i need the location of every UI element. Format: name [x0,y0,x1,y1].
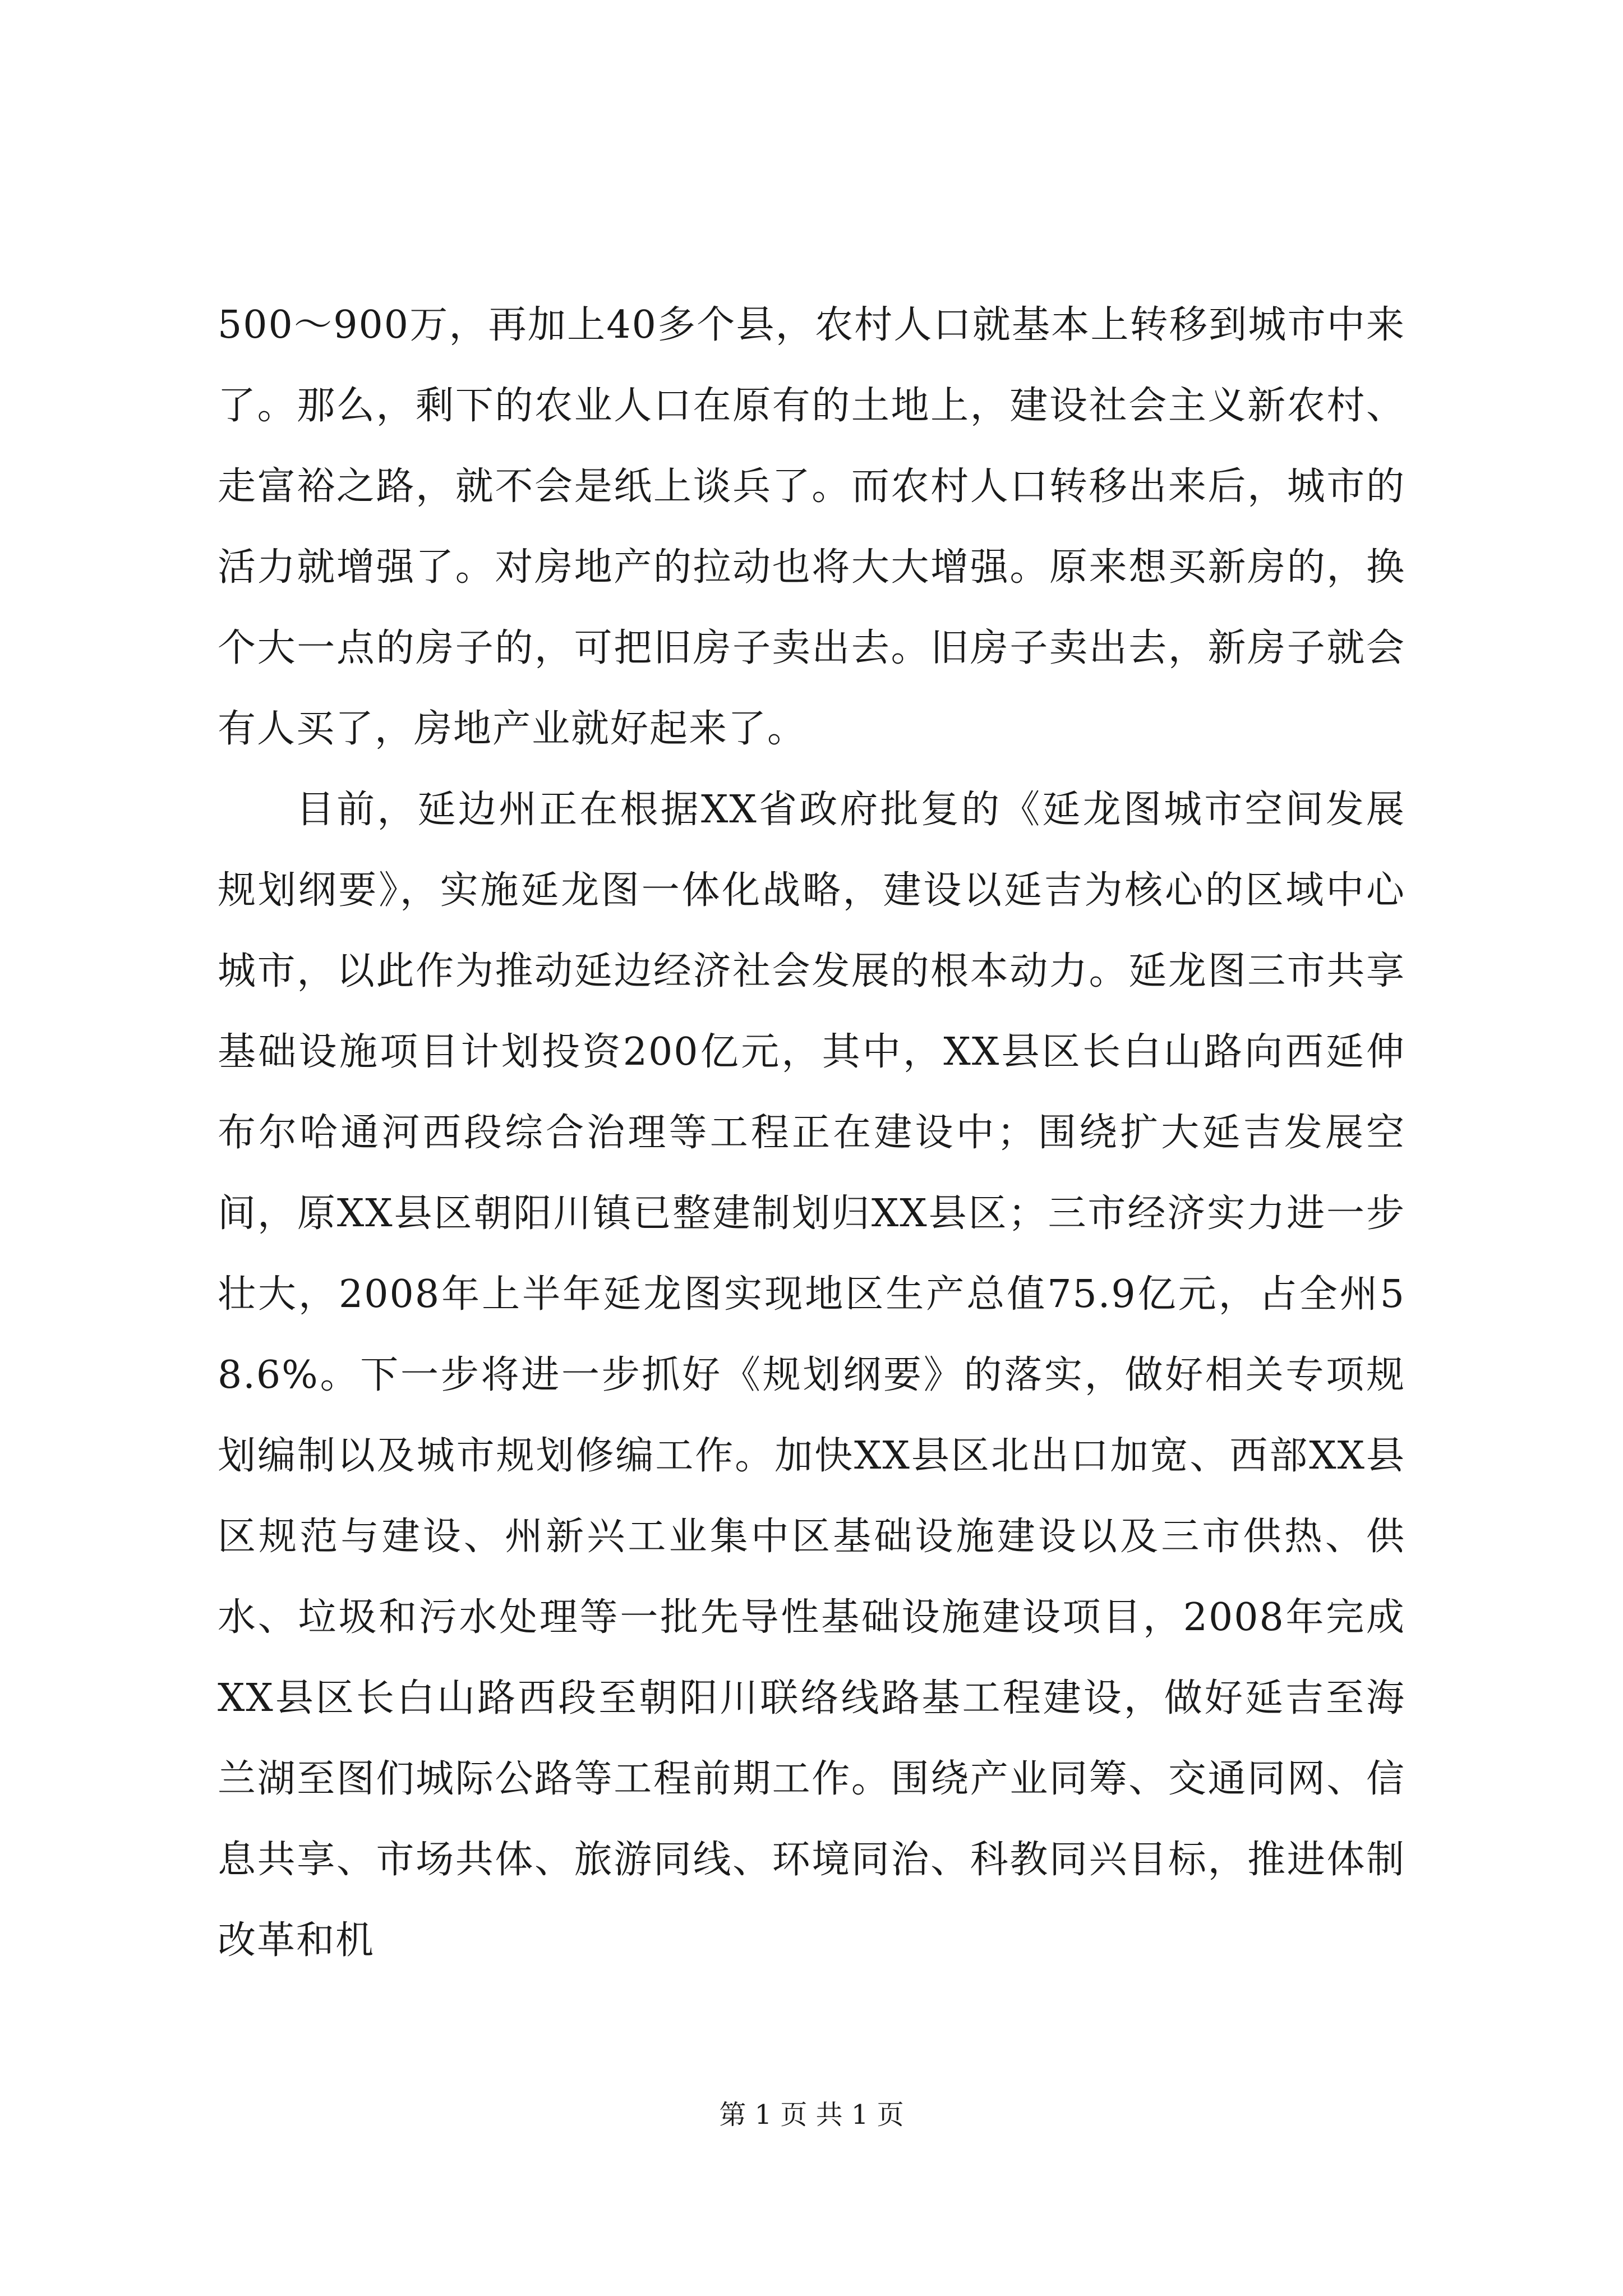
paragraph-1: 500～900万，再加上40多个县，农村人口就基本上转移到城市中来了。那么，剩下的农业人口在原有的土地上，建设社会主义新农村、走富裕之路，就不会是纸上谈兵了。而农村人口转移出来后，城市的活力就增强了。对房地产的拉动也将大大增强。原来想买新房的，换个大一点的房子的，可把旧房子卖出去。旧房子卖出去，新房子就会有人买了，房地产业就好起来了。 [218,303,1405,751]
document-body [218,285,1405,1981]
paragraph-2: 目前，延边州正在根据XX省政府批复的《延龙图城市空间发展规划纲要》，实施延龙图一体化战略，建设以延吉为核心的区域中心城市，以此作为推动延边经济社会发展的根本动力。延龙图三市共享基础设施项目计划投资200亿元，其中，XX县区长白山路向西延伸布尔哈通河西段综合治理等工程正在建设中；围绕扩大延吉发展空间，原XX县区朝阳川镇已整建制划归XX县区；三市经济实力进一步壮大，2008年上半年延龙图实现地区生产总值75.9亿元，占全州58.6%。下一步将进一步抓好《规划纲要》的落实，做好相关专项规划编制以及城市规划修编工作。加快XX县区北出口加宽、西部XX县区规范与建设、州新兴工业集中区基础设施建设以及三市供热、供水、垃圾和污水处理等一批先导性基础设施建设项目，2008年完成XX县区长白山路西段至朝阳川联络线路基工程建设，做好延吉至海兰湖至图们城际公路等工程前期工作。围绕产业同筹、交通同网、信息共享、市场共体、旅游同线、环境同治、科教同兴目标，推进体制改革和机 [218,788,1405,1963]
page-footer: 第 1 页 共 1 页 [719,2099,904,2131]
